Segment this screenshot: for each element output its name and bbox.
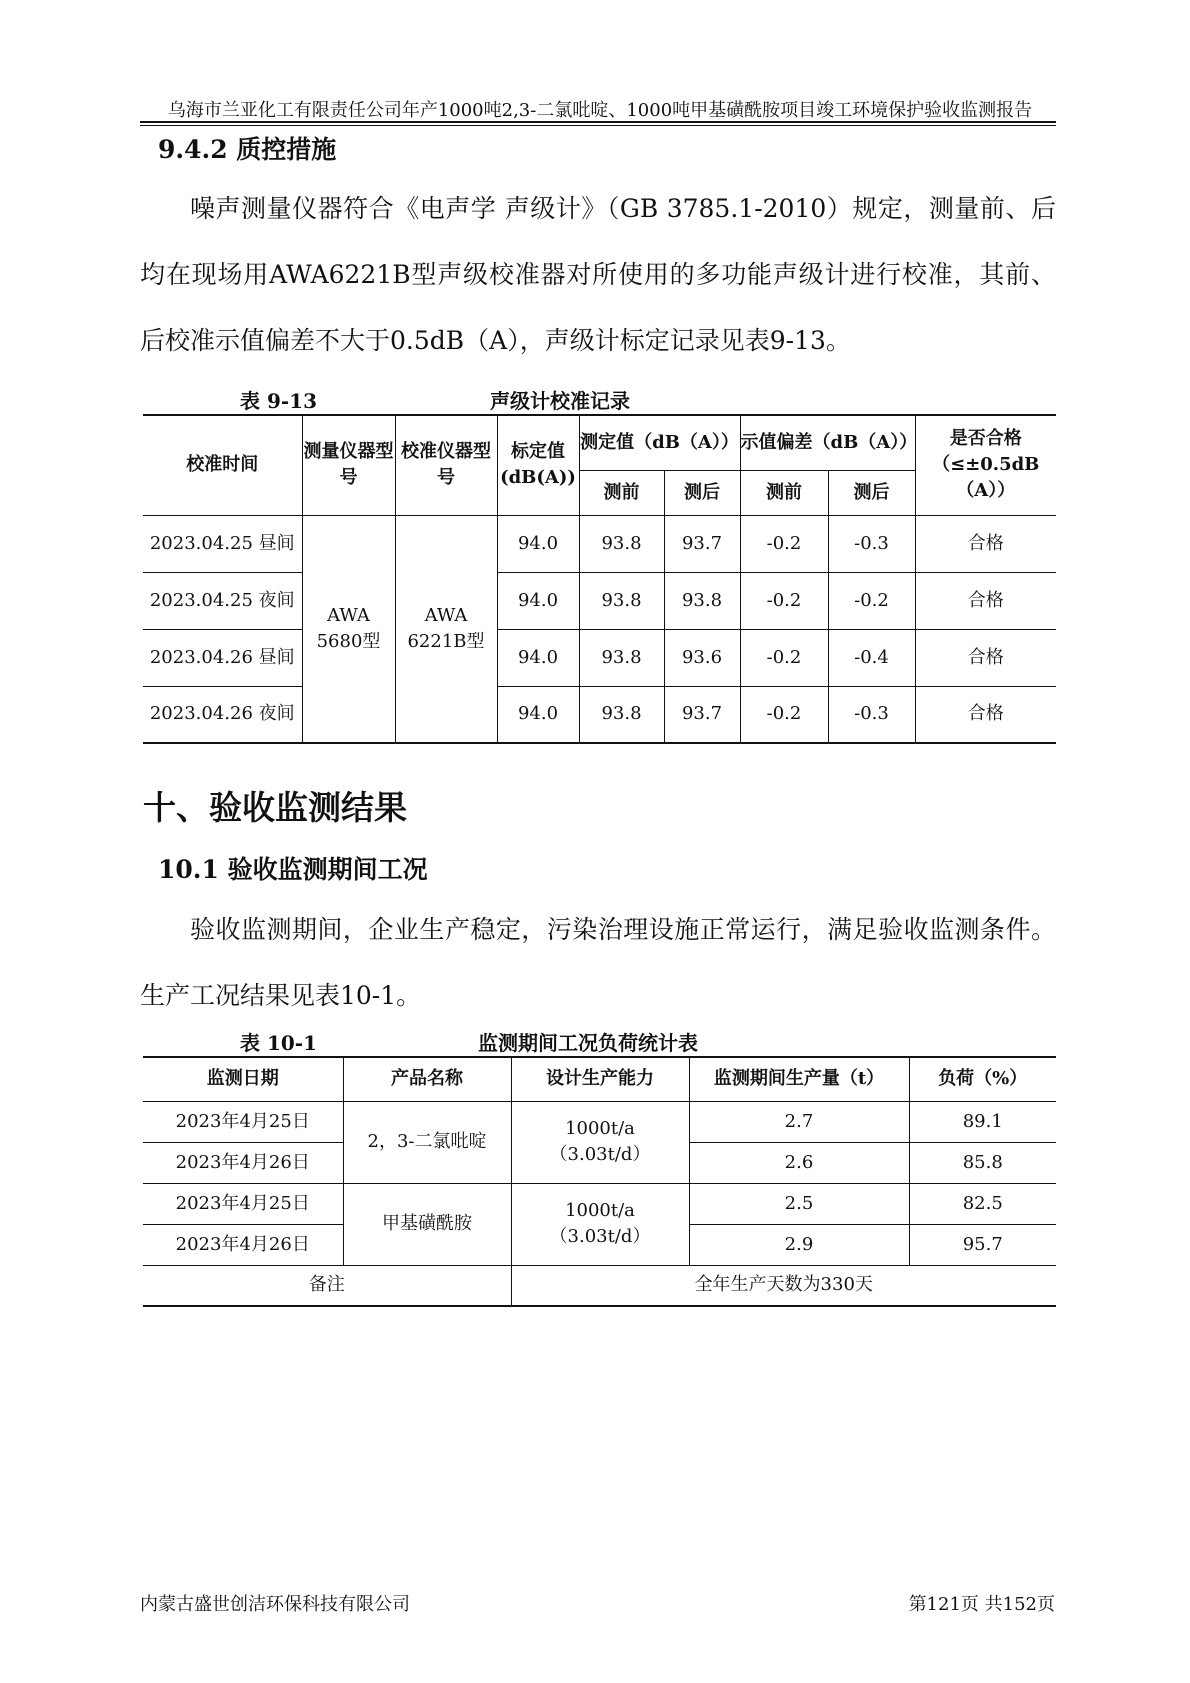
header-rule	[140, 121, 1056, 123]
th-after: 测后	[664, 470, 740, 515]
cell-dev-after: -0.2	[828, 572, 915, 629]
cell-nominal: 94.0	[497, 686, 579, 743]
table-10-1-title: 监测期间工况负荷统计表	[478, 1031, 698, 1055]
section-942-heading: 9.4.2 质控措施	[158, 135, 337, 164]
table-10-1-number: 表 10-1	[240, 1031, 318, 1055]
th-date: 监测日期	[143, 1057, 343, 1101]
cell-meter-model: AWA 5680型	[302, 515, 395, 743]
table-row	[143, 1265, 1056, 1306]
th-dev-before: 测前	[740, 470, 828, 515]
footer-page-number: 第121页 共152页	[908, 1594, 1055, 1615]
cell-load: 82.5	[909, 1183, 1056, 1224]
cell-note-label: 备注	[143, 1265, 511, 1306]
cell-load: 89.1	[909, 1101, 1056, 1142]
th-product: 产品名称	[343, 1057, 511, 1101]
table-row	[143, 572, 1056, 629]
table-row	[143, 686, 1056, 743]
section-942-paragraph: 噪声测量仪器符合《电声学 声级计》（GB 3785.1-2010）规定，测量前、后均在现场用AWA6221B型声级校准器对所使用的多功能声级计进行校准，其前、后校准示值偏差不大于0.5dB（A），声级计标定记录见表9-13。	[140, 194, 1056, 355]
th-load: 负荷（%）	[909, 1057, 1056, 1101]
cell-dev-after: -0.4	[828, 629, 915, 686]
cell-dev-after: -0.3	[828, 686, 915, 743]
table-row	[143, 1183, 1056, 1224]
cell-after: 93.8	[664, 572, 740, 629]
chapter-10-heading: 十、验收监测结果	[143, 788, 407, 827]
cell-pass: 合格	[915, 686, 1056, 743]
th-calibrator-model: 校准仪器型号	[395, 415, 497, 515]
cell-dev-before: -0.2	[740, 515, 828, 572]
cell-dev-before: -0.2	[740, 572, 828, 629]
cell-product: 2，3-二氯吡啶	[343, 1101, 511, 1183]
cell-date: 2023年4月25日	[143, 1101, 343, 1142]
cell-date: 2023年4月25日	[143, 1183, 343, 1224]
table-9-13-title: 声级计校准记录	[490, 389, 630, 413]
cell-pass: 合格	[915, 629, 1056, 686]
cell-output: 2.7	[689, 1101, 909, 1142]
cell-date: 2023年4月26日	[143, 1224, 343, 1265]
cell-output: 2.5	[689, 1183, 909, 1224]
cell-nominal: 94.0	[497, 572, 579, 629]
cell-nominal: 94.0	[497, 515, 579, 572]
section-101-heading: 10.1 验收监测期间工况	[158, 855, 428, 884]
section-101-paragraph: 验收监测期间，企业生产稳定，污染治理设施正常运行，满足验收监测条件。生产工况结果见表10-1。	[140, 915, 1056, 1010]
cell-nominal: 94.0	[497, 629, 579, 686]
report-header-title: 乌海市兰亚化工有限责任公司年产1000吨2,3-二氯吡啶、1000吨甲基磺酰胺项目竣工环境保护验收监测报告	[167, 100, 1033, 121]
table-row	[143, 515, 1056, 572]
th-meter-model: 测量仪器型号	[302, 415, 395, 515]
th-capacity: 设计生产能力	[511, 1057, 689, 1101]
cell-after: 93.6	[664, 629, 740, 686]
cell-time: 2023.04.26 昼间	[143, 629, 302, 686]
cell-after: 93.7	[664, 686, 740, 743]
cell-time: 2023.04.25 夜间	[143, 572, 302, 629]
cell-capacity: 1000t/a（3.03t/d）	[511, 1101, 689, 1183]
cell-calibrator-model: AWA 6221B型	[395, 515, 497, 743]
cell-before: 93.8	[579, 515, 664, 572]
cell-before: 93.8	[579, 686, 664, 743]
th-measured: 测定值（dB（A））	[579, 415, 740, 470]
cell-output: 2.9	[689, 1224, 909, 1265]
cell-pass: 合格	[915, 572, 1056, 629]
th-before: 测前	[579, 470, 664, 515]
table-9-13-number: 表 9-13	[240, 389, 318, 413]
th-output: 监测期间生产量（t）	[689, 1057, 909, 1101]
cell-time: 2023.04.26 夜间	[143, 686, 302, 743]
th-deviation: 示值偏差（dB（A））	[740, 415, 915, 470]
header-rule-thin	[140, 125, 1056, 126]
cell-load: 95.7	[909, 1224, 1056, 1265]
cell-time: 2023.04.25 昼间	[143, 515, 302, 572]
cell-date: 2023年4月26日	[143, 1142, 343, 1183]
th-pass: 是否合格（≤±0.5dB（A））	[915, 415, 1056, 515]
table-row	[143, 629, 1056, 686]
cell-load: 85.8	[909, 1142, 1056, 1183]
th-time: 校准时间	[143, 415, 302, 515]
cell-before: 93.8	[579, 572, 664, 629]
cell-dev-after: -0.3	[828, 515, 915, 572]
workload-table	[143, 1056, 1056, 1307]
cell-capacity: 1000t/a（3.03t/d）	[511, 1183, 689, 1265]
cell-before: 93.8	[579, 629, 664, 686]
cell-dev-before: -0.2	[740, 686, 828, 743]
table-row	[143, 1101, 1056, 1142]
cell-output: 2.6	[689, 1142, 909, 1183]
cell-product: 甲基磺酰胺	[343, 1183, 511, 1265]
cell-dev-before: -0.2	[740, 629, 828, 686]
calibration-table	[143, 414, 1056, 744]
th-dev-after: 测后	[828, 470, 915, 515]
footer-company: 内蒙古盛世创洁环保科技有限公司	[140, 1594, 410, 1615]
th-nominal: 标定值(dB(A))	[497, 415, 579, 515]
cell-note-value: 全年生产天数为330天	[511, 1265, 1056, 1306]
cell-pass: 合格	[915, 515, 1056, 572]
cell-after: 93.7	[664, 515, 740, 572]
